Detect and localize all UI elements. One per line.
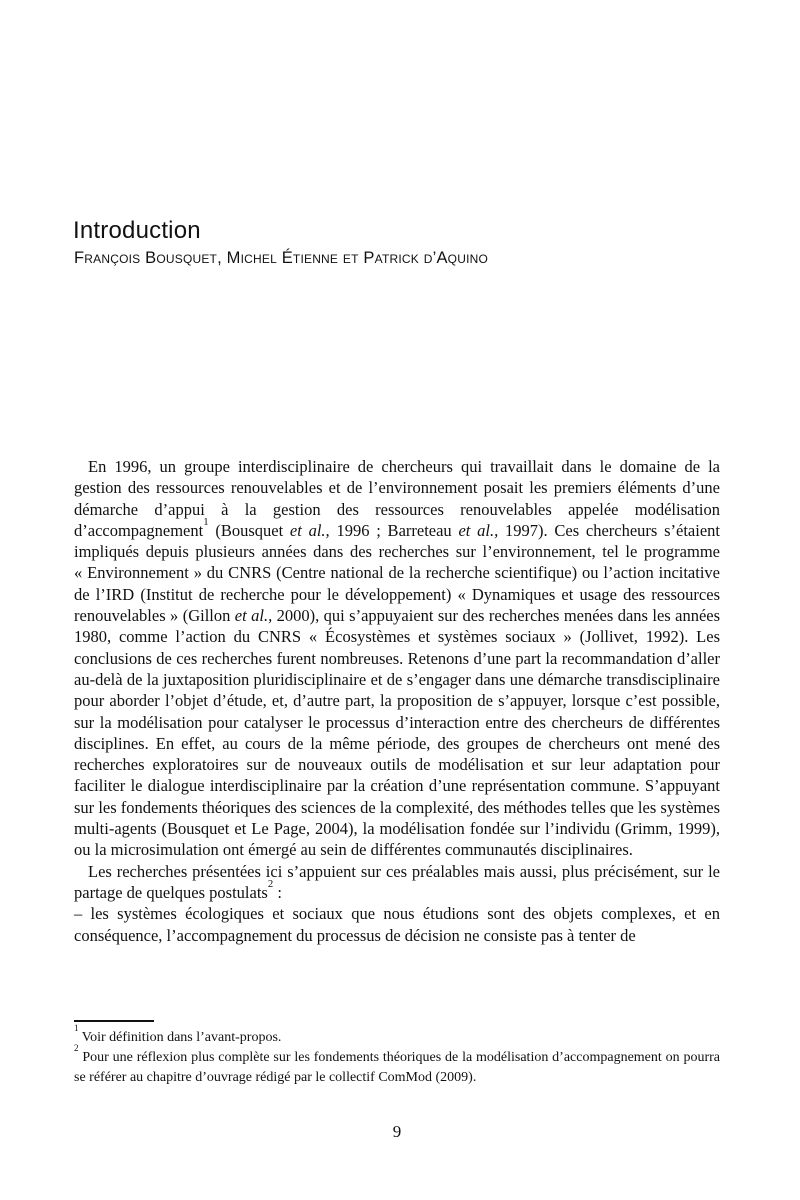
text-segment: : [273,882,282,902]
superscript-reference: 2 [267,877,274,890]
text-segment: et al., [289,520,330,540]
footnote-text: Pour une réflexion plus complète sur les fondements théoriques de la modélisation d’accompagnement on pourra se référer au chapitre d’ouvrage rédigé par le collectif ComMod (2009). [74,1050,720,1085]
text-segment: 1997). Ces chercheurs s’étaient impliqués depuis plusieurs années dans des recherches sur l’environnement, tel le programme « Environnement » du CNRS (Centre national de la recherche scientifique) ou l’action incitative de l’IRD (Institut de recherche pour le développement) « Dynamiques et usage des ressources renouvelables » (Gillon [74,520,720,626]
chapter-title: Introduction [73,217,201,245]
paragraph [74,456,720,861]
text-segment: (Bousquet [208,520,290,540]
footnote [74,1043,720,1088]
body-text [74,456,720,946]
superscript-reference: 1 [203,515,209,528]
footnote-marker: 2 [74,1043,79,1054]
footnote-text: Voir définition dans l’avant-propos. [78,1030,282,1045]
page-number: 9 [392,1122,402,1141]
text-segment: En 1996, un groupe interdisciplinaire de chercheurs qui travaillait dans le domaine de la gestion des ressources renouvelables et de l’environnement posait les premiers éléments d’une démarche d’appui à la gestion des ressources renouvelables appelée modélisation d’accompagnement [74,457,720,540]
text-segment: Les recherches présentées ici s’appuient sur ces préalables mais aussi, plus précisément, sur le partage de quelques postulats [74,861,720,902]
footnote [74,1023,720,1048]
text-segment: et al., [234,606,273,626]
text-segment: 2000), qui s’appuyaient sur des recherches menées dans les années 1980, comme l’action du CNRS « Écosystèmes et systèmes sociaux » (Jollivet, 1992). Les conclusions de ces recherches furent nombreuses. Retenons d’une part la recommandation d’aller au-delà de la juxtaposition pluridisciplinaire et de s’engager dans une démarche transdisciplinaire pour aborder l’objet d’étude, et, d’autre part, la proposition de s’appuyer, lorsque c’est possible, sur la modélisation pour catalyser le processus d’interaction entre des chercheurs de différentes disciplines. En effet, au cours de la même période, des groupes de chercheurs ont mené des recherches exploratoires sur de nouveaux outils de modélisation et sur leur adaptation pour faciliter le dialogue interdisciplinaire par la création d’une représentation commune. S’appuyant sur les fondements théoriques des sciences de la complexité, des méthodes telles que les systèmes multi-agents (Bousquet et Le Page, 2004), la modélisation fondée sur l’individu (Grimm, 1999), ou la microsimulation ont émergé au sein de différentes communautés disciplinaires. [74,606,721,860]
paragraph [74,903,720,946]
authors-line: François Bousquet, Michel Étienne et Patrick d’Aquino [74,249,489,267]
text-segment: – les systèmes écologiques et sociaux que nous étudions sont des objets complexes, et en conséquence, l’accompagnement du processus de décision ne consiste pas à tenter de [74,904,720,945]
text-segment: et al., [458,520,499,540]
text-segment: 1996 ; Barreteau [329,520,459,540]
footnote-marker: 1 [74,1023,79,1034]
footnote-separator-rule [74,1020,154,1022]
footnotes [74,1023,720,1088]
paragraph [74,861,720,904]
